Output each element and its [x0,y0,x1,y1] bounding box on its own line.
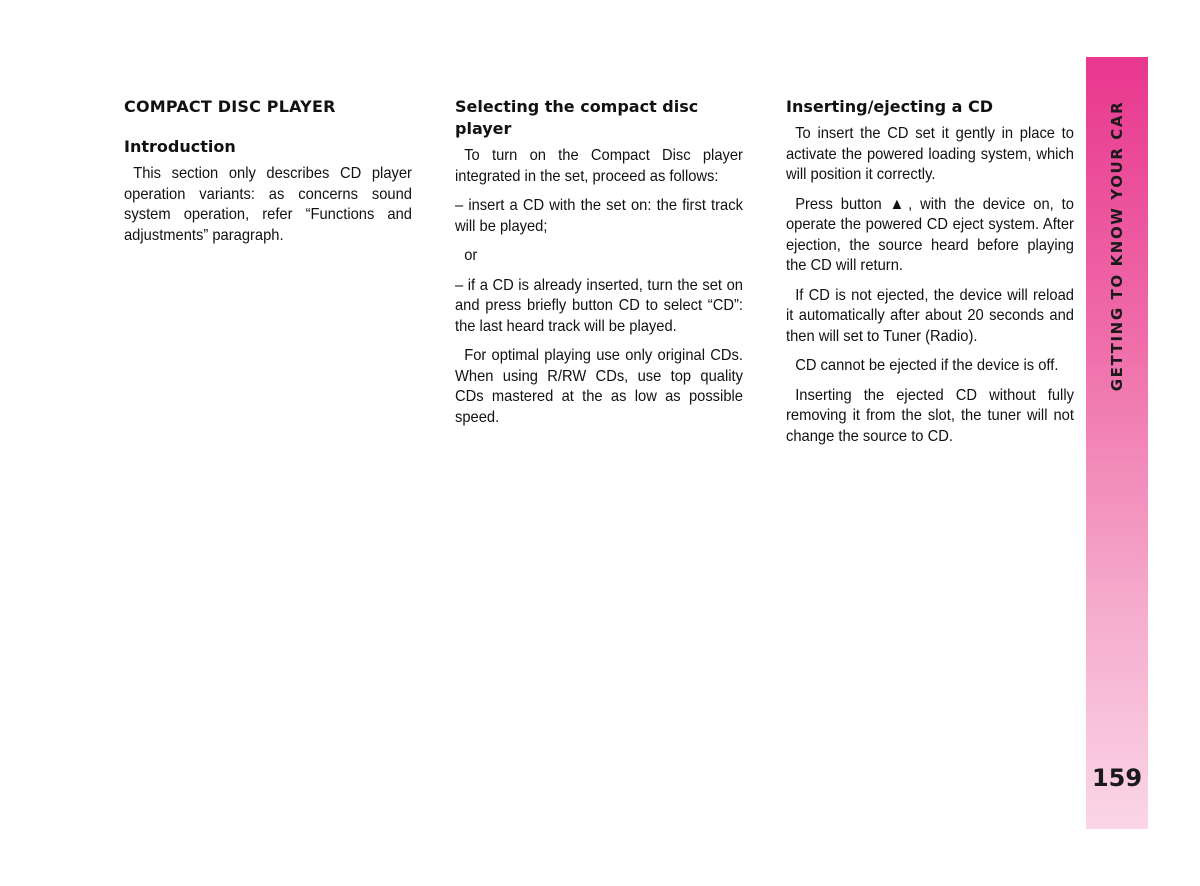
paragraph: Inserting the ejected CD without fully removing it from the slot, the tuner will not change the source to CD. [786,386,1074,445]
paragraph: To turn on the Compact Disc player integrated in the set, proceed as follows: [455,147,743,185]
paragraph: – insert a CD with the set on: the first track will be played; [455,197,743,235]
section-title: COMPACT DISC PLAYER [124,97,336,116]
paragraph: If CD is not ejected, the device will reload it automatically after about 20 seconds and then will set to Tuner (Radio). [786,286,1074,345]
column-3 [786,96,1074,456]
paragraph: Press button ▲, with the device on, to operate the powered CD eject system. After ejection, the source heard before playing the CD will return. [786,195,1074,274]
inserting-heading: Inserting/ejecting a CD [786,97,994,116]
paragraph: To insert the CD set it gently in place to activate the powered loading system, which will position it correctly. [786,125,1074,183]
paragraph: or [464,247,478,264]
paragraph: For optimal playing use only original CDs. When using R/RW CDs, use top quality CDs mastered at the as low as possible speed. [455,347,743,426]
column-1 [124,96,412,255]
chapter-label: GETTING TO KNOW YOUR CAR [1108,100,1126,392]
selecting-heading: Selecting the compact disc player [455,97,699,138]
page-number: 159 [1091,764,1143,792]
paragraph: CD cannot be ejected if the device is off. [795,357,1059,374]
column-2 [455,96,743,437]
paragraph: – if a CD is already inserted, turn the set on and press briefly button CD to select “CD”: the last heard track will be played. [455,276,743,335]
introduction-paragraph: This section only describes CD player operation variants: as concerns sound system operation, refer “Functions and adjustments” paragraph. [124,165,412,244]
introduction-heading: Introduction [124,137,236,156]
